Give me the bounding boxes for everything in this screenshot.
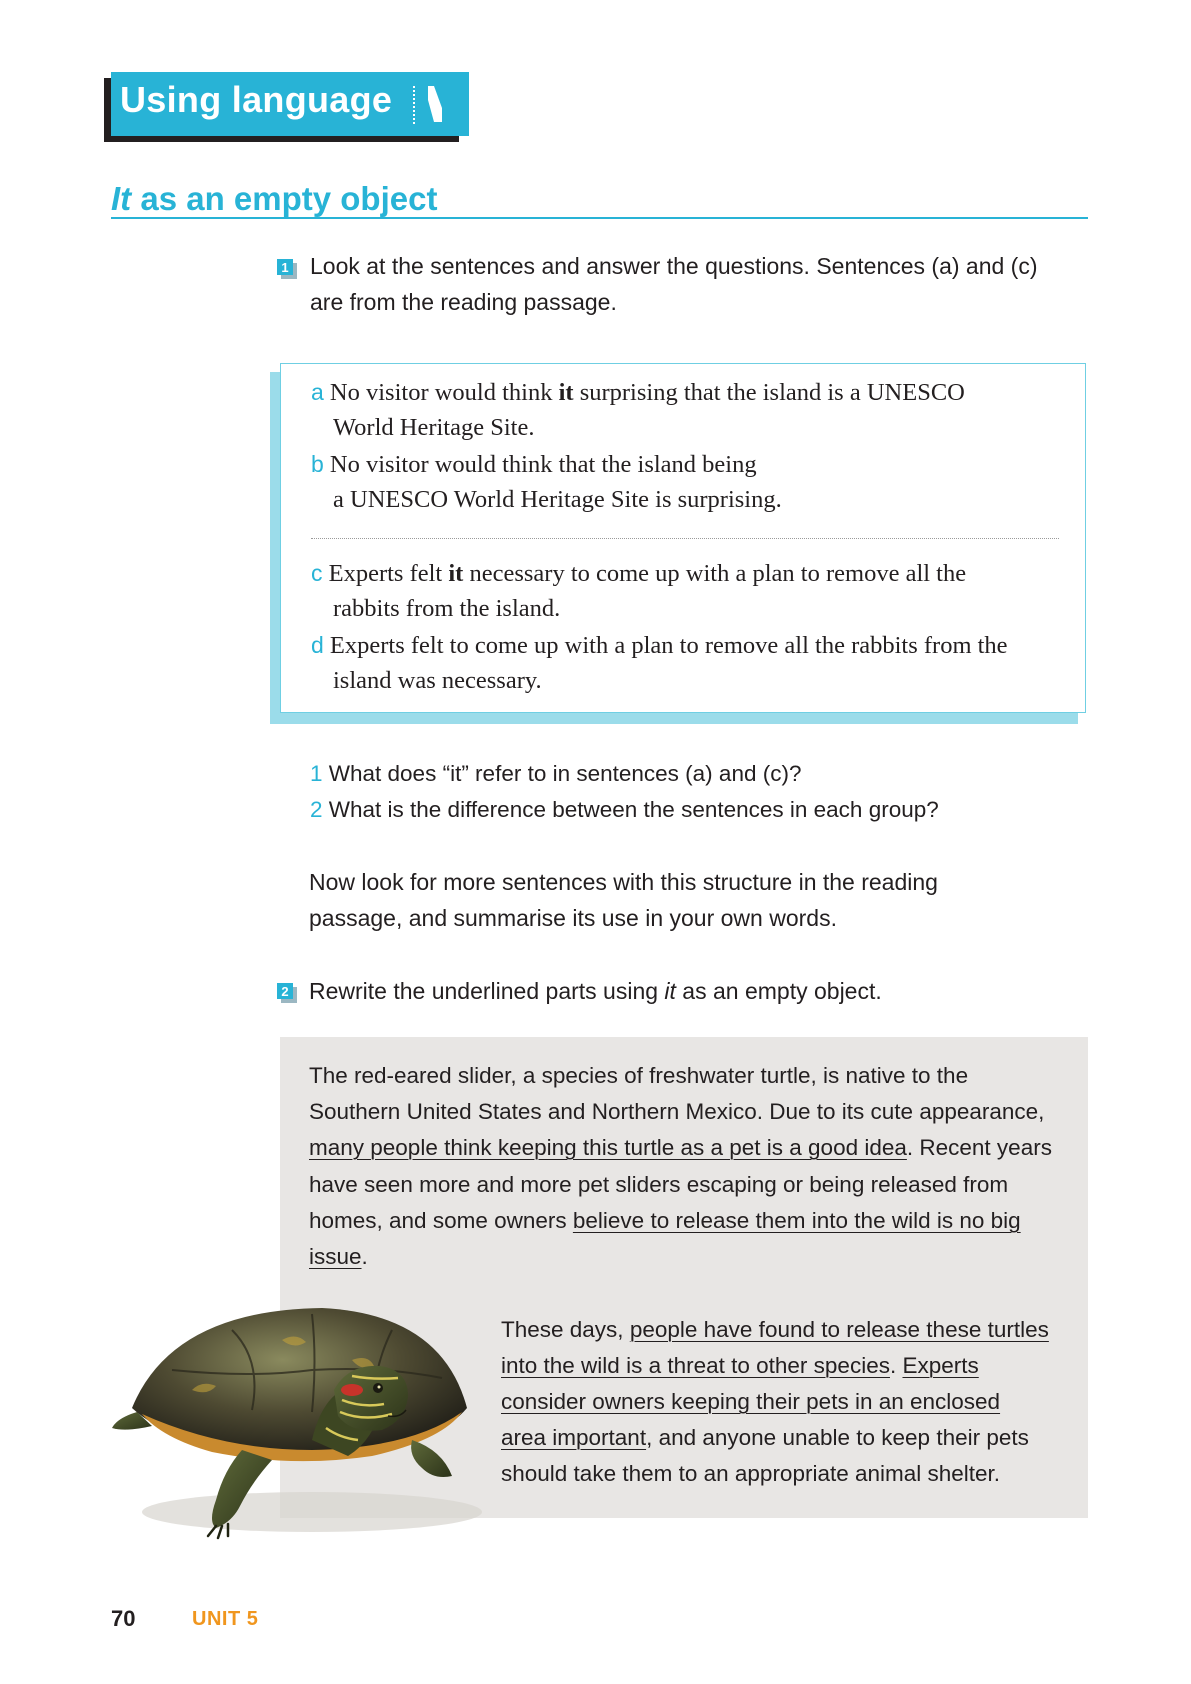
underlined-part-1: many people think keeping this turtle as a pet is a good idea	[309, 1135, 907, 1160]
header-title: Using language	[120, 79, 393, 120]
question-2-text: What is the difference between the sentences in each group?	[322, 797, 939, 822]
section-title	[111, 180, 437, 218]
sentence-c-line-2: rabbits from the island.	[333, 595, 561, 622]
passage-2-line-2: into the wild is a threat to other species. Experts	[501, 1353, 979, 1378]
passage-1-line-6: issue.	[309, 1244, 368, 1269]
sentence-d-line-1: d Experts felt to come up with a plan to remove all the rabbits from the	[311, 632, 1008, 659]
question-1-number: 1	[310, 761, 323, 786]
sentence-d-letter: d	[311, 632, 324, 658]
task-1-line-2: are from the reading passage.	[310, 289, 617, 315]
sentence-b-line-1: b No visitor would think that the island being	[311, 451, 757, 478]
section-title-rest: as an empty object	[131, 180, 438, 217]
question-2-number: 2	[310, 797, 323, 822]
sentence-a-line-1: a No visitor would think it surprising that the island is a UNESCO	[311, 379, 965, 406]
passage-1-line-5: homes, and some owners believe to release them into the wild is no big	[309, 1208, 1021, 1233]
bookmark-icon	[428, 86, 442, 122]
turtle-image	[112, 1300, 502, 1540]
task-2-italic-it: it	[664, 978, 676, 1004]
task-1-line-1: Look at the sentences and answer the questions. Sentences (a) and (c)	[310, 253, 1038, 279]
underlined-part-3-end: into the wild is a threat to other species	[501, 1353, 890, 1378]
task-2-instruction: Rewrite the underlined parts using it as an empty object.	[309, 978, 882, 1004]
sentence-c-line-1: c Experts felt it necessary to come up with a plan to remove all the	[311, 560, 967, 587]
sentence-b-letter: b	[311, 451, 324, 477]
sentence-a-bold-it: it	[558, 379, 574, 406]
section-rule	[111, 217, 1088, 219]
banner-divider	[413, 86, 415, 124]
sentence-d-line-2: island was necessary.	[333, 667, 542, 694]
passage-2-line-3	[501, 1384, 1000, 1421]
underlined-part-4: Experts	[902, 1353, 979, 1378]
unit-label: UNIT 5	[192, 1608, 259, 1630]
exercise-2-badge-icon	[277, 983, 297, 1003]
passage-1-line-2: Southern United States and Northern Mexico. Due to its cute appearance,	[309, 1099, 1045, 1124]
sentence-a-letter: a	[311, 379, 324, 405]
underlined-part-2-end: issue	[309, 1244, 362, 1269]
follow-up-line-1: Now look for more sentences with this structure in the reading	[309, 869, 938, 895]
question-2	[310, 792, 939, 828]
underlined-part-2: believe to release them into the wild is no big	[572, 1208, 1021, 1233]
underlined-part-4-cont: consider owners keeping their pets in an enclosed	[501, 1389, 1001, 1414]
sentence-b-line-2: a UNESCO World Heritage Site is surprising.	[333, 486, 782, 513]
sentence-group-divider	[311, 538, 1059, 539]
exercise-1-badge-icon	[277, 259, 297, 279]
passage-1-line-1: The red-eared slider, a species of freshwater turtle, is native to the	[309, 1063, 969, 1088]
passage-1-line-4: have seen more and more pet sliders escaping or being released from	[309, 1172, 1009, 1197]
underlined-part-4-end: area important	[501, 1425, 647, 1450]
question-1-text: What does “it” refer to in sentences (a) and (c)?	[322, 761, 802, 786]
follow-up-line-2: passage, and summarise its use in your own words.	[309, 905, 837, 931]
question-1	[310, 756, 801, 792]
exercise-1-number: 1	[281, 260, 289, 275]
passage-2-line-5: should take them to an appropriate animal shelter.	[501, 1461, 1001, 1486]
page-number: 70	[111, 1606, 136, 1631]
passage-2-line-1: These days, people have found to release these turtles	[501, 1317, 1049, 1342]
section-title-italic: It	[111, 180, 132, 217]
sentence-a-line-2: World Heritage Site.	[333, 414, 535, 441]
passage-2-line-4: area important, and anyone unable to keep their pets	[501, 1425, 1029, 1450]
exercise-2-number: 2	[281, 984, 289, 999]
underlined-part-3: people have found to release these turtles	[629, 1317, 1049, 1342]
sentence-c-letter: c	[311, 560, 323, 586]
passage-1-line-3: many people think keeping this turtle as a pet is a good idea. Recent years	[309, 1135, 1052, 1160]
sentence-c-bold-it: it	[448, 560, 464, 587]
